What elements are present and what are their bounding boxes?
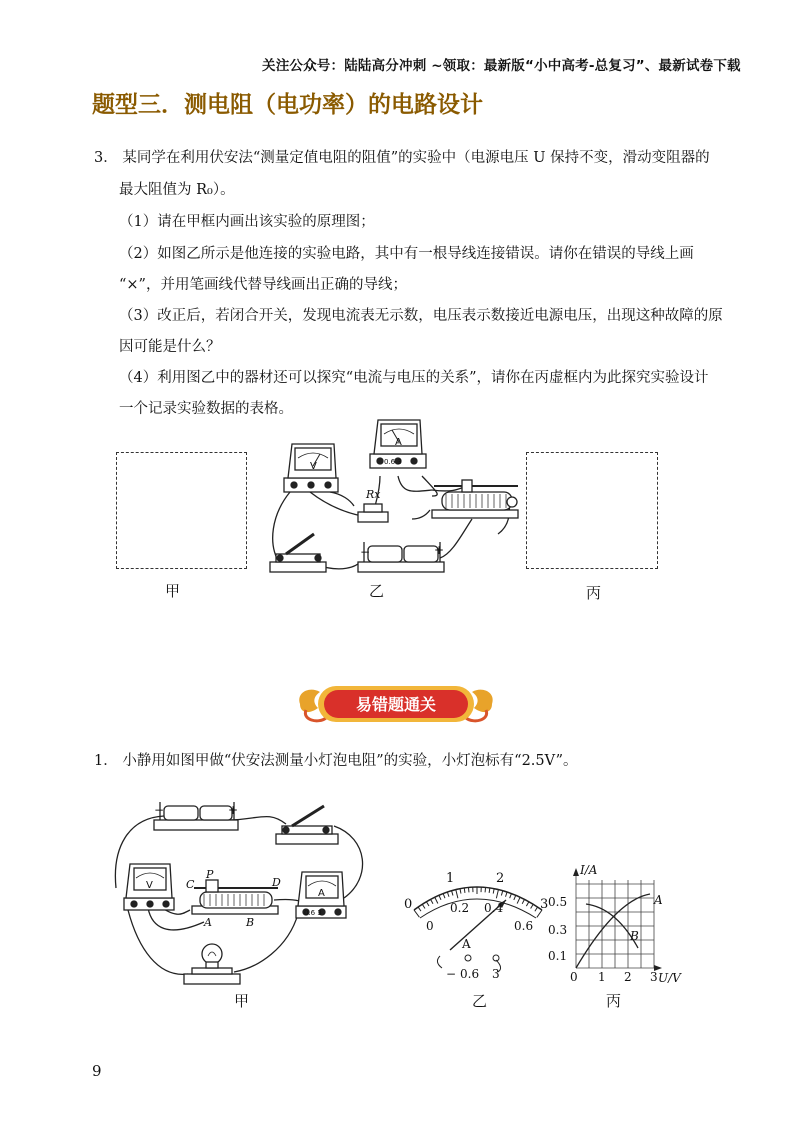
- q3-line2: 最大阻值为 R₀）。: [119, 182, 235, 198]
- meter-tick: [531, 904, 534, 908]
- e1-fig-label-jia: 甲: [234, 992, 250, 1010]
- e1-battery-minus: −: [154, 803, 165, 817]
- graph-xtick-3: 3: [650, 970, 658, 984]
- answer-box-jia[interactable]: [116, 452, 247, 569]
- q3-part1: （1）请在甲框内画出该实验的原理图；: [119, 214, 375, 230]
- meter-inner-1: 0.2: [450, 901, 470, 915]
- header-note: 关注公众号：陆陆高分冲刺 ~领取：最新版“小中高考-总复习”、最新试卷下载: [262, 58, 741, 74]
- switch: [270, 534, 326, 572]
- graph-xtick-1: 1: [598, 970, 606, 984]
- meter-term-minus: −: [446, 967, 457, 981]
- meter-inner-0: 0: [426, 919, 434, 933]
- graph-curve-B: B: [630, 929, 639, 943]
- e1-meter-dial: [396, 864, 556, 984]
- answer-box-bing[interactable]: [526, 452, 658, 569]
- label-B: B: [246, 916, 255, 929]
- meter-tick: [435, 897, 438, 903]
- rheostat: [432, 480, 518, 518]
- e1-line1: 1． 小静用如图甲做“伏安法测量小灯泡电阻”的实验，小灯泡标有“2.5V”。: [94, 753, 578, 769]
- meter-tick: [535, 907, 538, 911]
- graph-xlabel: U/V: [658, 971, 681, 984]
- meter-tick: [489, 888, 490, 893]
- e1-bulb: [184, 944, 240, 984]
- meter-tick: [506, 892, 508, 897]
- ammeter-label: A: [395, 437, 402, 448]
- q3-part2a: （2）如图乙所示是他连接的实验电路，其中有一根导线连接错误。请你在错误的导线上画: [119, 246, 694, 262]
- q3-part3b: 因可能是什么？: [119, 339, 221, 355]
- meter-tick: [460, 889, 461, 894]
- meter-inner-3: 0.6: [514, 919, 534, 933]
- fig-label-jia: 甲: [165, 582, 181, 600]
- label-D: D: [272, 876, 281, 889]
- label-C: C: [186, 878, 195, 891]
- graph-xtick-0: 0: [570, 970, 578, 984]
- battery-plus: +: [434, 543, 445, 557]
- label-A: A: [204, 916, 212, 929]
- meter-outer-1: 1: [446, 871, 455, 886]
- graph-ytick-0.3: 0.3: [548, 923, 568, 937]
- meter-tick: [426, 902, 429, 906]
- meter-term-3: 3: [492, 967, 500, 981]
- e1-voltmeter-label: V: [146, 880, 153, 891]
- meter-tick: [431, 899, 433, 903]
- meter-tick: [439, 895, 441, 900]
- meter-tick: [414, 910, 419, 917]
- fig-label-yi: 乙: [369, 582, 385, 600]
- meter-tick: [418, 907, 421, 911]
- meter-outer-0: 0: [404, 897, 413, 912]
- e1-ammeter-range: 0.6 3: [304, 909, 322, 917]
- graph-ytick-0.1: 0.1: [548, 949, 568, 963]
- meter-tick: [422, 904, 425, 908]
- meter-tick: [443, 894, 445, 899]
- section-banner: [292, 680, 500, 728]
- meter-outer-3: 3: [540, 897, 549, 912]
- meter-tick: [464, 888, 465, 893]
- meter-tick: [456, 890, 458, 899]
- rx-label: Rx: [366, 488, 381, 501]
- e1-battery: [154, 802, 238, 830]
- e1-circuit-diagram: [108, 798, 378, 994]
- e1-switch: [276, 806, 338, 844]
- page-number: 9: [92, 1062, 102, 1080]
- voltmeter-label: V: [310, 461, 317, 472]
- meter-tick: [496, 890, 498, 899]
- q3-part2b: “×”，并用笔画线代替导线画出正确的导线；: [119, 277, 407, 293]
- graph-curve-A: A: [654, 893, 663, 907]
- e1-fig-label-bing: 丙: [606, 992, 622, 1010]
- q3-circuit-diagram: [262, 414, 526, 582]
- meter-term-06: 0.6: [460, 967, 480, 981]
- e1-ammeter-label: A: [318, 888, 325, 899]
- meter-pointer-label: A: [462, 937, 471, 951]
- meter-inner-2: 0.4: [484, 901, 504, 915]
- meter-tick: [514, 895, 516, 900]
- q3-part4a: （4）利用图乙中的器材还可以探究“电流与电压的关系”，请你在丙虚框内为此探究实验设计: [119, 370, 709, 386]
- meter-tick: [501, 891, 502, 896]
- meter-tick: [526, 902, 528, 906]
- e1-iu-graph: [546, 860, 692, 984]
- meter-tick: [447, 892, 449, 897]
- e1-rheostat: [192, 880, 278, 914]
- meter-outer-2: 2: [496, 871, 505, 886]
- e1-fig-label-yi: 乙: [472, 992, 488, 1010]
- q3-part4b: 一个记录实验数据的表格。: [119, 401, 293, 417]
- graph-ytick-0.5: 0.5: [548, 895, 568, 909]
- meter-tick: [510, 894, 512, 899]
- section-title: 题型三．测电阻（电功率）的电路设计: [92, 92, 483, 118]
- e1-battery-plus: +: [228, 803, 239, 817]
- meter-tick: [517, 897, 520, 903]
- battery-minus: −: [360, 545, 371, 559]
- fig-label-bing: 丙: [586, 584, 602, 602]
- ammeter-range: 0.6 3: [384, 458, 402, 466]
- banner-text: 易错题通关: [355, 695, 437, 714]
- q3-line1: 3． 某同学在利用伏安法“测量定值电阻的阻值”的实验中（电源电压 U 保持不变，滑动变阻器的: [94, 150, 710, 166]
- graph-ylabel: I/A: [580, 863, 598, 877]
- label-P: P: [206, 868, 214, 881]
- graph-xtick-2: 2: [624, 970, 632, 984]
- battery: [358, 542, 444, 572]
- meter-tick: [452, 891, 453, 896]
- meter-tick: [522, 899, 524, 903]
- resistor-rx: [358, 504, 388, 522]
- meter-tick: [493, 889, 494, 894]
- q3-part3a: （3）改正后，若闭合开关，发现电流表无示数，电压表示数接近电源电压，出现这种故障的原: [119, 308, 723, 324]
